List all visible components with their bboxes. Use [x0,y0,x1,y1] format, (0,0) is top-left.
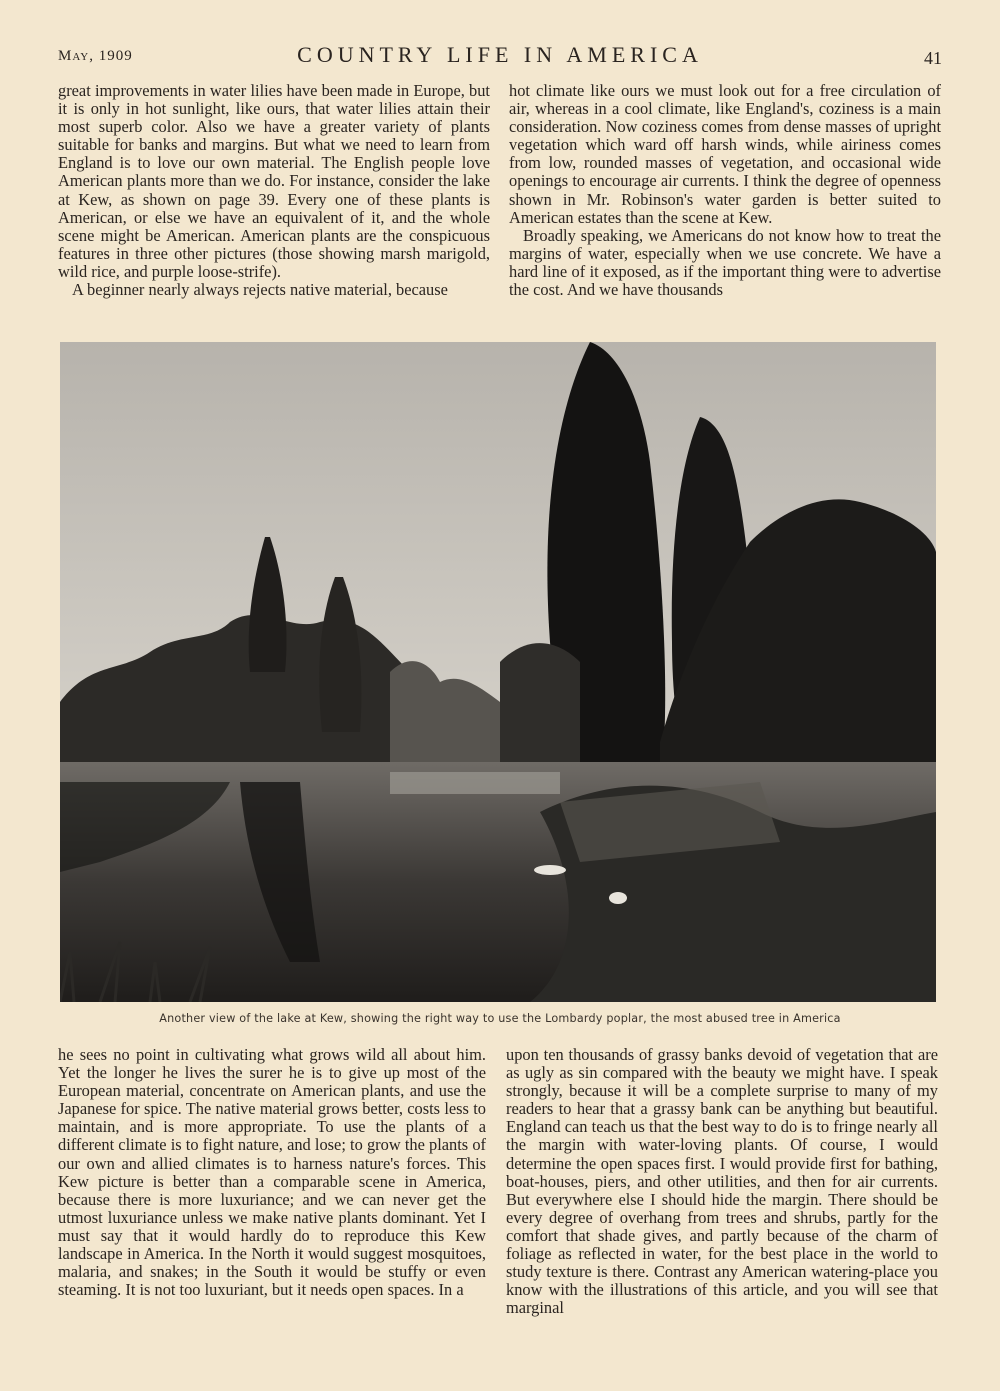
lake-photograph [60,342,936,1002]
water-highlight [390,772,560,794]
page-number: 41 [924,48,942,68]
column-bottom-left [58,1046,486,1366]
paragraph: hot climate like ours we must look out for a free circulation of air, whereas in a cool climate, like England's, coziness is a main consideration. Now coziness comes from dense masses of upright vegetation which ward off harsh winds, while airiness comes from low, rounded masses of vegetation, and occasional wide openings to encourage air currents. I think the degree of openness shown in Mr. Robinson's water garden is better suited to American estates than the scene at Kew. [509,82,941,227]
issue-date: May, 1909 [58,48,133,64]
paragraph: Broadly speaking, we Americans do not know how to treat the margins of water, especially when we use concrete. We have a hard line of it exposed, as if the important thing were to advertise the cost. And we have thousands [509,225,941,300]
paragraph: upon ten thousands of grassy banks devoid of vegetation that are as ugly as sin compared with the beauty we might have. I speak strongly, because it will be a complete surprise to many of my readers to hear that a grassy bank can be anything but beautiful. England can teach us that the best way to do is to fringe nearly all the margin with water-loving plants. Of course, I would determine the open spaces first. I would provide first for bathing, boat-houses, piers, and other utilities, and then for air currents. But everywhere else I should hide the margin. There should be every degree of overhang from trees and shrubs, partly for the comfort that shade gives, and partly because of the charm of foliage as reflected in water, for the best place in the world to study texture is there. Contrast any American watering-place you know with the illustrations of this article, and you will see that marginal [506,1046,938,1318]
paragraph: he sees no point in cultivating what grows wild all about him. Yet the longer he lives the surer he is to give up most of the European material, concentrate on American plants, and use the Japanese for spice. The native material grows better, costs less to maintain, and is more appropriate. To use the plants of a different climate is to fight nature, and lose; to grow the plants of our own and allied climates is to harness nature's forces. This Kew picture is better than a comparable scene in America, because there is more luxuriance; and we can never get the utmost luxuriance unless we make native plants dominant. Yet I must say that it would hardly do to reproduce this Kew landscape in America. In the North it would suggest mosquitoes, malaria, and snakes; in the South it would be stuffy or even steaming. It is not too luxuriant, but it needs open spaces. In a [58,1046,486,1300]
photo-caption: Another view of the lake at Kew, showing the right way to use the Lombardy poplar, the most abused tree in America [159,1012,841,1025]
running-head [58,42,942,72]
paragraph: A beginner nearly always rejects native material, because [72,280,448,300]
swan [609,892,627,904]
mid-foliage [500,643,580,782]
paragraph: great improvements in water lilies have been made in Europe, but it is only in hot sunlight, like ours, that water lilies attain their most superb color. Also we have a greater variety of plants suitable for banks and margins. But what we need to learn from England is to love our own material. The English people love American plants more than we do. For instance, consider the lake at Kew, as shown on page 39. Every one of these plants is American, or else we have an equivalent of it, and the whole scene might be American. American plants are the conspicuous features in three other pictures (those showing marsh marigold, wild rice, and purple loose-strife). [58,82,490,281]
magazine-title: COUNTRY LIFE IN AMERICA [297,42,703,67]
lake-scene-illustration [60,342,936,1002]
column-top-right [509,82,941,320]
column-bottom-right [506,1046,938,1366]
swan [534,865,566,875]
column-top-left [58,82,490,320]
